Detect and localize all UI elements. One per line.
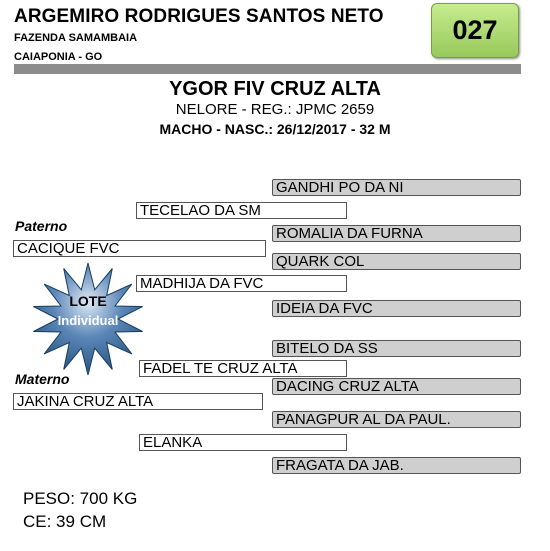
starburst-icon — [32, 262, 144, 376]
header-divider — [14, 64, 521, 74]
pedigree-dam: JAKINA CRUZ ALTA — [13, 393, 263, 410]
pedigree-sire-dam: MADHIJA DA FVC — [136, 275, 347, 292]
pedigree-dam-sire: FADEL TE CRUZ ALTA — [139, 360, 347, 377]
pedigree-sire-sire-dam: ROMALIA DA FURNA — [272, 225, 521, 242]
animal-name: YGOR FIV CRUZ ALTA — [169, 78, 381, 100]
paterno-label: Paterno — [15, 218, 68, 234]
pedigree-sire-dam-dam: IDEIA DA FVC — [272, 300, 521, 317]
pedigree-dam-sire-dam: DACING CRUZ ALTA — [272, 378, 521, 395]
lote-individual-badge — [32, 262, 144, 376]
breed-registration: NELORE - REG.: JPMC 2659 — [175, 101, 375, 118]
materno-label: Materno — [15, 371, 70, 387]
scrotal-circumference: CE: 39 CM — [23, 512, 107, 531]
pedigree-dam-dam-dam: FRAGATA DA JAB. — [272, 457, 521, 474]
farm-name: FAZENDA SAMAMBAIA — [14, 32, 138, 44]
pedigree-sire-sire-sire: GANDHI PO DA NI — [272, 179, 521, 196]
sex-birth: MACHO - NASC.: 26/12/2017 - 32 M — [159, 121, 391, 137]
lot-number-badge — [431, 3, 519, 58]
pedigree-sire-dam-sire: QUARK COL — [272, 253, 521, 270]
pedigree-dam-dam-sire: PANAGPUR AL DA PAUL. — [272, 411, 521, 428]
pedigree-dam-dam: ELANKA — [139, 434, 347, 451]
city-name: CAIAPONIA - GO — [14, 51, 103, 63]
pedigree-sire-sire: TECELAO DA SM — [136, 202, 347, 219]
owner-name: ARGEMIRO RODRIGUES SANTOS NETO — [14, 6, 384, 27]
pedigree-dam-sire-sire: BITELO DA SS — [272, 340, 521, 357]
lot-number: 027 — [452, 15, 498, 45]
badge-line2: Individual — [57, 313, 119, 328]
badge-line1: LOTE — [69, 293, 107, 309]
pedigree-sire: CACIQUE FVC — [13, 240, 266, 257]
weight: PESO: 700 KG — [23, 489, 138, 508]
